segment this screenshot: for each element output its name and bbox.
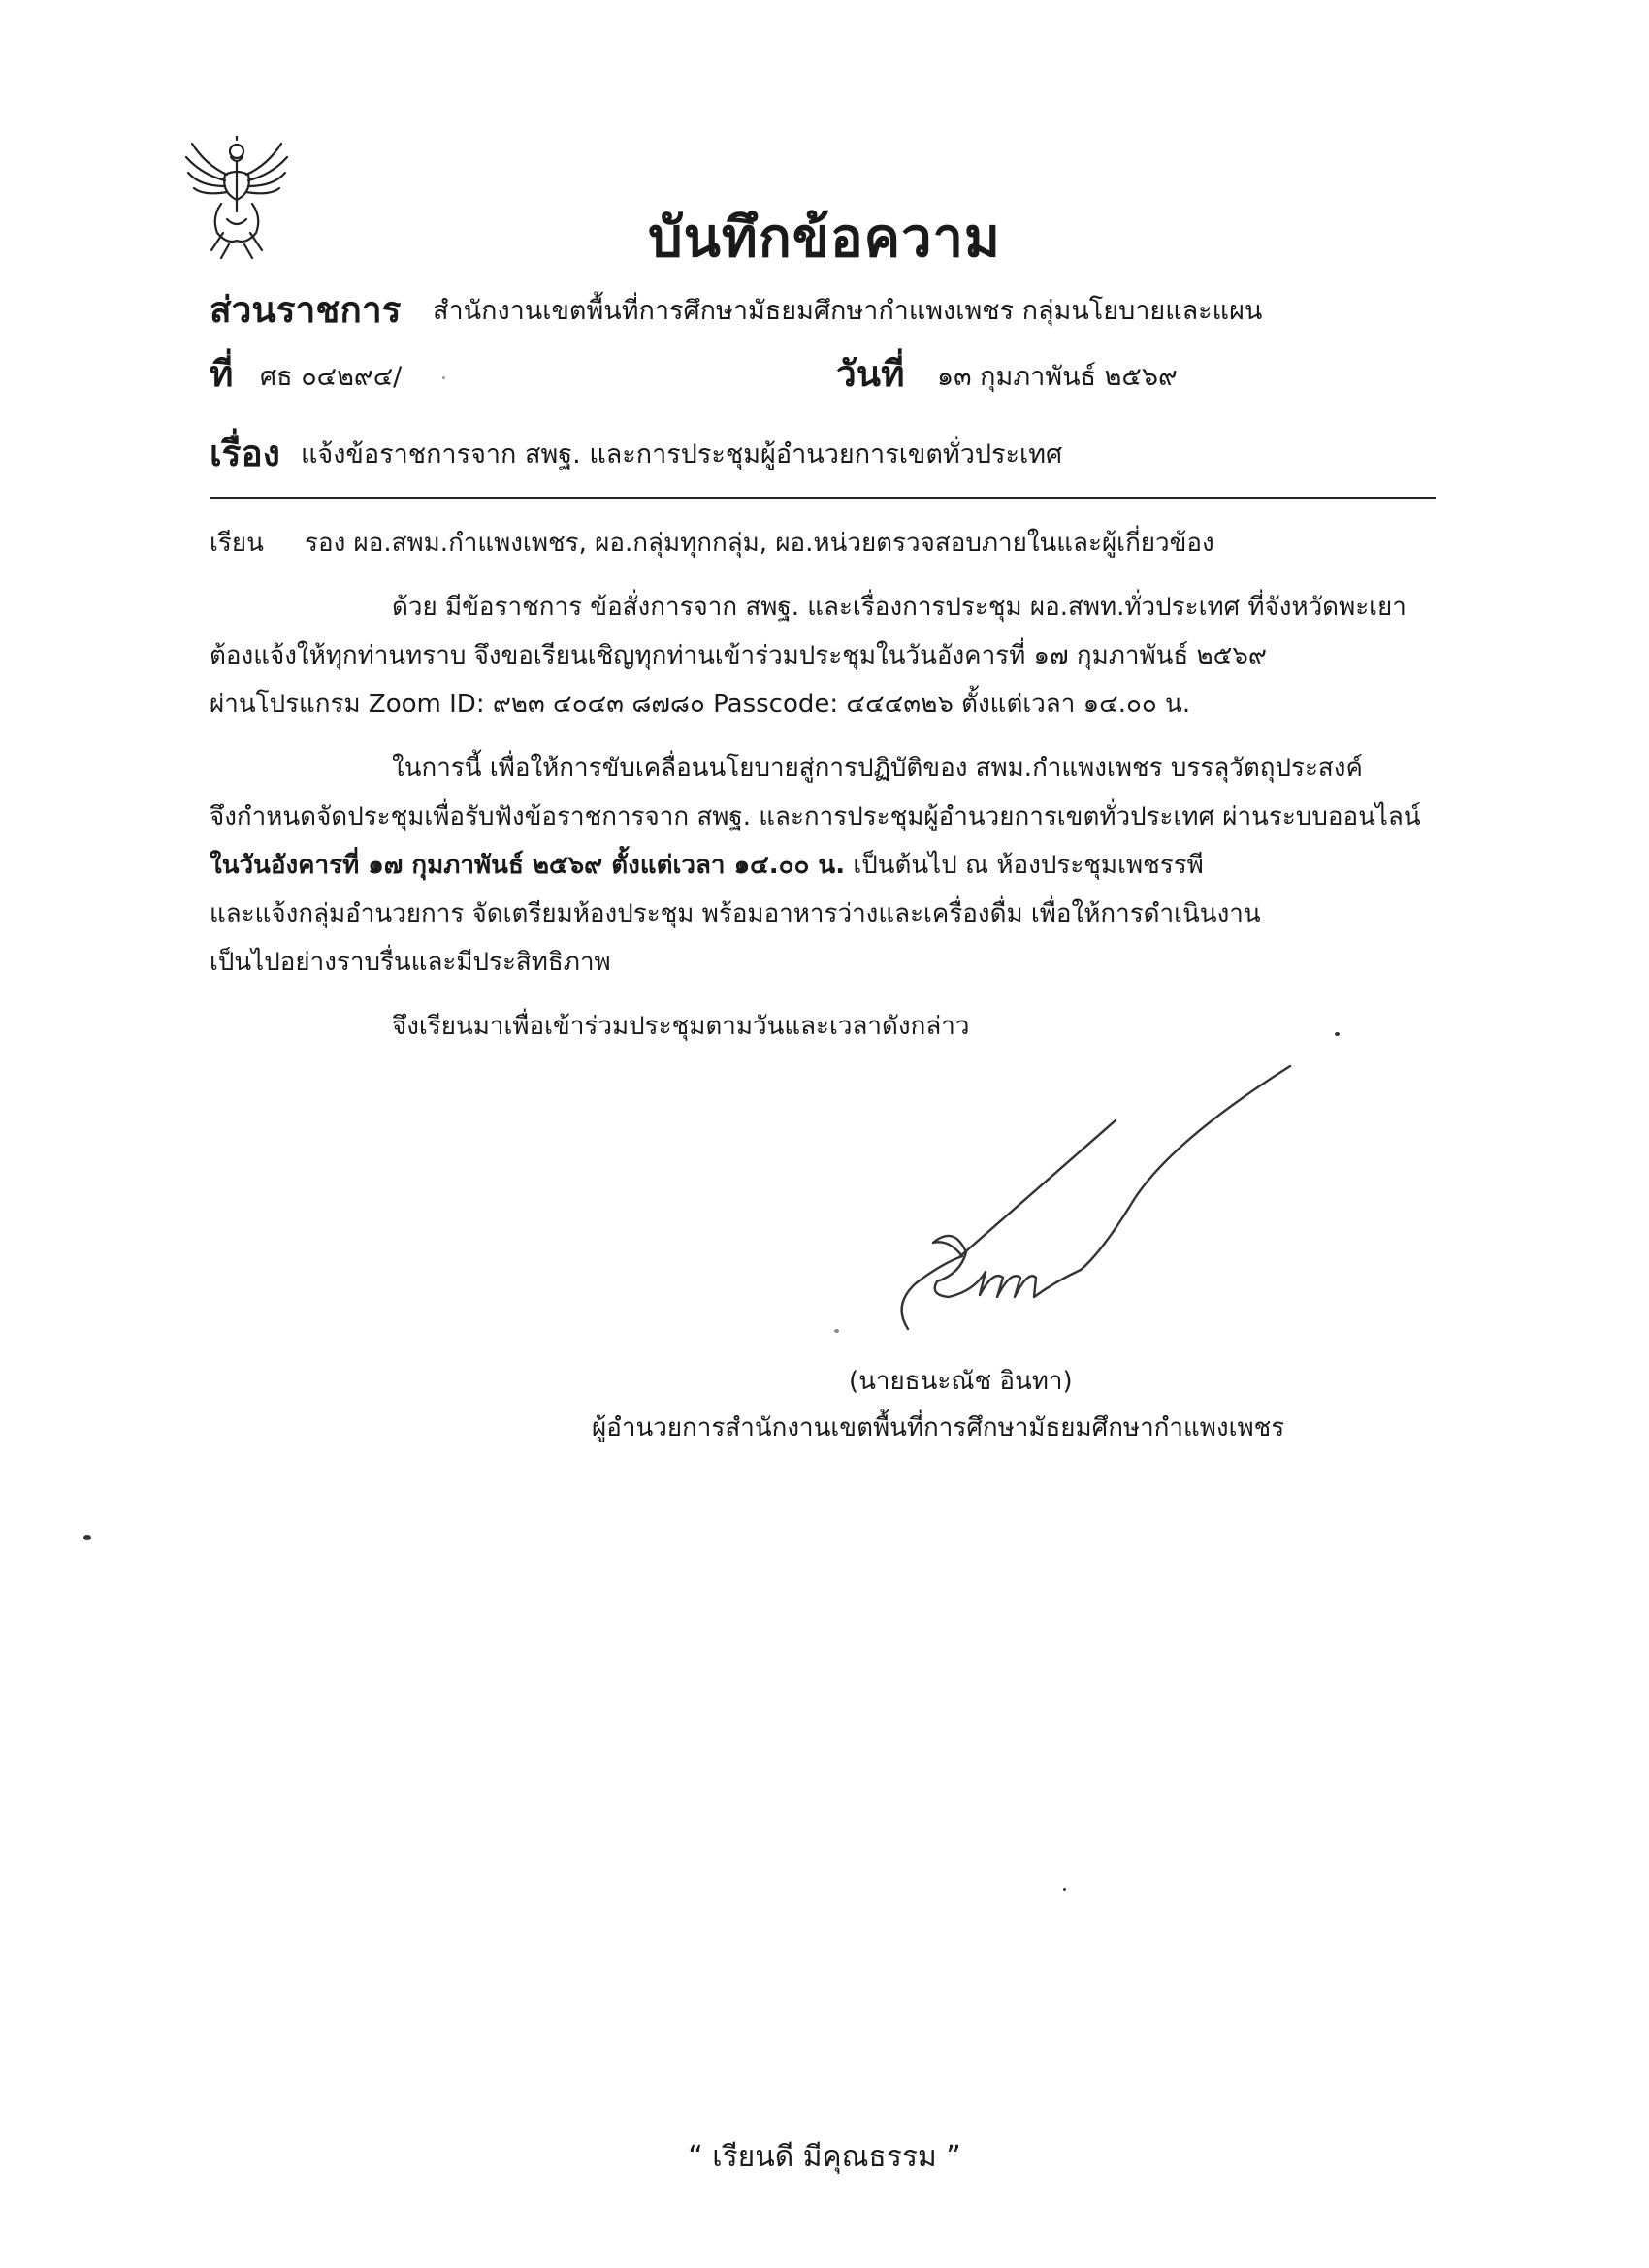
date-value: ๑๓ กุมภาพันธ์ ๒๕๖๙ <box>937 362 1178 392</box>
paragraph-1-line-2: ต้องแจ้งให้ทุกท่านทราบ จึงขอเรียนเชิญทุกท่านเข้าร่วมประชุมในวันอังคารที่ ๑๗ กุมภาพันธ์ ๒๕๖๙ <box>210 641 1267 670</box>
salutation-label: เรียน <box>210 529 264 558</box>
paragraph-2-line-2: จึงกำหนดจัดประชุมเพื่อรับฟังข้อราชการจาก สพฐ. และการประชุมผู้อำนวยการเขตทั่วประเทศ ผ่านระบบออนไลน์ <box>210 802 1421 831</box>
handwritten-signature <box>873 1053 1310 1344</box>
scan-speck <box>1063 1888 1066 1891</box>
ref-value: ศธ ๐๔๒๙๔/ <box>260 362 403 392</box>
subject-value: แจ้งข้อราชการจาก สพฐ. และการประชุมผู้อำนวยการเขตทั่วประเทศ <box>301 439 1063 470</box>
paragraph-2-line-4: และแจ้งกลุ่มอำนวยการ จัดเตรียมห้องประชุม พร้อมอาหารว่างและเครื่องดื่ม เพื่อให้การดำเนินงาน <box>210 899 1261 928</box>
signatory-position: ผู้อำนวยการสำนักงานเขตพื้นที่การศึกษามัธยมศึกษากำแพงเพชร <box>592 1413 1285 1442</box>
date-label: วันที่ <box>836 353 905 395</box>
meeting-location: เป็นต้นไป ณ ห้องประชุมเพชรรพี <box>845 851 1204 880</box>
scan-speck <box>834 1329 839 1333</box>
paragraph-2-line-1: ในการนี้ เพื่อให้การขับเคลื่อนนโยบายสู่การปฏิบัติของ สพม.กำแพงเพชร บรรลุวัตถุประสงค์ <box>392 754 1363 783</box>
footer-motto: “ เรียนดี มีคุณธรรม ” <box>688 2140 961 2174</box>
header-divider <box>210 497 1436 499</box>
scan-speck <box>83 1535 91 1540</box>
scan-speck <box>1335 1032 1340 1036</box>
paragraph-2-line-3 <box>210 846 1204 885</box>
closing-line: จึงเรียนมาเพื่อเข้าร่วมประชุมตามวันและเวลาดังกล่าว <box>392 1012 970 1041</box>
subject-label: เรื่อง <box>210 433 280 474</box>
meeting-datetime: ในวันอังคารที่ ๑๗ กุมภาพันธ์ ๒๕๖๙ ตั้งแต่เวลา ๑๔.๐๐ น. <box>210 851 846 880</box>
paragraph-2-line-5: เป็นไปอย่างราบรื่นและมีประสิทธิภาพ <box>210 948 611 977</box>
scan-speck <box>442 376 445 379</box>
salutation-value: รอง ผอ.สพม.กำแพงเพชร, ผอ.กลุ่มทุกกลุ่ม, ผอ.หน่วยตรวจสอบภายในและผู้เกี่ยวข้อง <box>305 529 1214 558</box>
agency-value: สำนักงานเขตพื้นที่การศึกษามัธยมศึกษากำแพงเพชร กลุ่มนโยบายและแผน <box>433 296 1263 326</box>
paragraph-1-line-3: ผ่านโปรแกรม Zoom ID: ๙๒๓ ๔๐๔๓ ๘๗๘๐ Passcode: ๔๔๔๓๒๖ ตั้งแต่เวลา ๑๔.๐๐ น. <box>210 690 1191 719</box>
document-title: บันทึกข้อความ <box>648 207 1001 270</box>
paragraph-1-line-1: ด้วย มีข้อราชการ ข้อสั่งการจาก สพฐ. และเรื่องการประชุม ผอ.สพท.ทั่วประเทศ ที่จังหวัดพะเยา <box>392 593 1406 622</box>
agency-label: ส่วนราชการ <box>210 289 402 331</box>
signatory-name: (นายธนะณัช อินทา) <box>849 1367 1073 1396</box>
ref-label: ที่ <box>210 353 234 395</box>
